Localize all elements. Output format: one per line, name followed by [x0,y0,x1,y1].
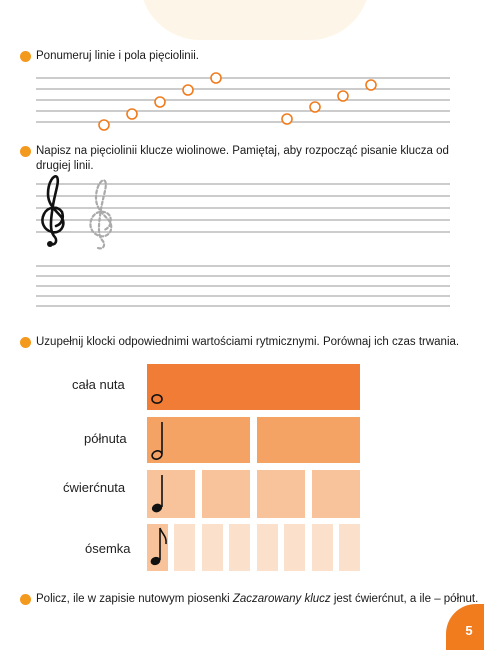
staff-circle [155,97,165,107]
label-eighth-note: ósemka [85,541,131,556]
header-decoration [140,0,370,40]
block-eighth-6 [284,524,305,571]
label-whole-note: cała nuta [72,377,125,392]
block-eighth-8 [339,524,360,571]
page-number: 5 [465,622,473,638]
exercise-4-bullet [20,594,31,605]
block-whole [147,364,360,410]
block-quarter-4 [312,470,360,518]
exercise-2-staff-2 [36,258,450,314]
exercise-3-instruction: Uzupełnij klocki odpowiednimi wartościami rytmicznymi. Porównaj ich czas trwania. [36,336,460,348]
label-half-note: półnuta [84,431,127,446]
staff-circle [127,109,137,119]
dashed-treble-clef-icon [90,180,111,248]
staff-circle [183,85,193,95]
exercise-1-instruction: Ponumeruj linie i pola pięciolinii. [36,50,200,62]
block-eighth-4 [229,524,250,571]
exercise-2-line-1: Napisz na pięciolinii klucze wiolinowe. Pamiętaj, aby rozpocząć pisanie klucza od [36,145,449,157]
exercise-2-line-2: drugiej linii. [36,160,94,172]
staff-circle [282,114,292,124]
exercise-2-bullet [20,146,31,157]
block-eighth-3 [202,524,223,571]
exercise-1-staff [36,72,450,132]
staff-circle [211,73,221,83]
block-eighth-2 [174,524,195,571]
exercise-4-text-after: jest ćwierćnut, a ile – półnut. [330,593,479,605]
page-number-badge [446,604,484,650]
exercise-1-bullet [20,51,31,62]
exercise-2-instruction [36,144,456,174]
exercise-4-text-before: Policz, ile w zapisie nutowym piosenki [36,593,233,605]
block-eighth-7 [312,524,333,571]
staff-circle [310,102,320,112]
block-eighth-5 [257,524,278,571]
label-quarter-note: ćwierćnuta [63,480,126,495]
exercise-4-instruction [36,592,478,607]
staff-circle [99,120,109,130]
exercise-3-bullet [20,337,31,348]
quarter-note-icon [148,473,168,515]
block-half-2 [257,417,360,463]
whole-note-icon [148,390,168,406]
eighth-note-icon [148,526,168,568]
staff-circle [338,91,348,101]
exercise-2-staff-1 [36,172,450,252]
half-note-icon [148,420,168,462]
staff-circle [366,80,376,90]
block-quarter-2 [202,470,250,518]
treble-clef-icon [42,176,63,244]
song-title: Zaczarowany klucz [232,593,331,605]
block-quarter-3 [257,470,305,518]
